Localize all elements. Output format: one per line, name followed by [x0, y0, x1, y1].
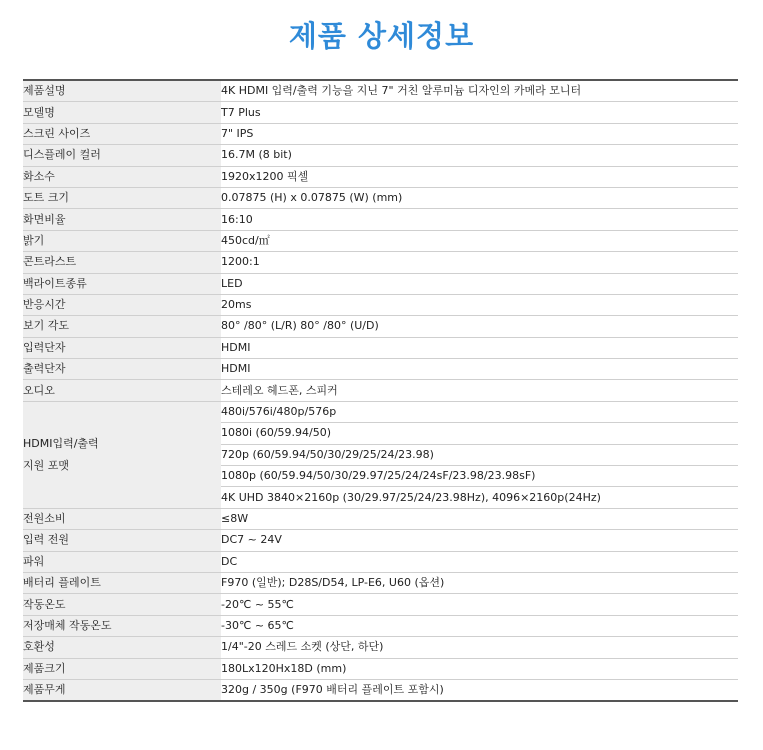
spec-label: 콘트라스트 — [23, 252, 221, 273]
spec-label: 화면비율 — [23, 209, 221, 230]
spec-value: 0.07875 (H) x 0.07875 (W) (mm) — [221, 187, 738, 208]
spec-value: -30℃ ~ 65℃ — [221, 615, 738, 636]
spec-value: 20ms — [221, 294, 738, 315]
spec-value: 4K HDMI 입력/출력 기능을 지닌 7" 거친 알루미늄 디자인의 카메라 모니터 — [221, 80, 738, 102]
hdmi-format-row — [23, 401, 738, 422]
spec-row — [23, 166, 738, 187]
spec-value: 320g / 350g (F970 배터리 플레이트 포함시) — [221, 679, 738, 701]
spec-row — [23, 594, 738, 615]
spec-label: 입력 전원 — [23, 530, 221, 551]
hdmi-format-value: 4K UHD 3840×2160p (30/29.97/25/24/23.98Hz), 4096×2160p(24Hz) — [221, 487, 738, 508]
spec-value: 1920x1200 픽셀 — [221, 166, 738, 187]
spec-row — [23, 123, 738, 144]
spec-label: 제품설명 — [23, 80, 221, 102]
spec-value: HDMI — [221, 359, 738, 380]
spec-row — [23, 637, 738, 658]
spec-row — [23, 615, 738, 636]
spec-label: 도트 크기 — [23, 187, 221, 208]
spec-label: 출력단자 — [23, 359, 221, 380]
spec-label: 호환성 — [23, 637, 221, 658]
spec-value: 180Lx120Hx18D (mm) — [221, 658, 738, 679]
spec-row — [23, 316, 738, 337]
spec-value: 1200:1 — [221, 252, 738, 273]
spec-label: 모델명 — [23, 102, 221, 123]
spec-row — [23, 187, 738, 208]
spec-row — [23, 337, 738, 358]
spec-value: F970 (일반); D28S/D54, LP-E6, U60 (옵션) — [221, 572, 738, 593]
spec-row — [23, 230, 738, 251]
spec-label: 제품무게 — [23, 679, 221, 701]
spec-row — [23, 294, 738, 315]
spec-value: 1/4"-20 스레드 소켓 (상단, 하단) — [221, 637, 738, 658]
spec-label: 오디오 — [23, 380, 221, 401]
spec-row — [23, 658, 738, 679]
hdmi-format-label — [23, 401, 221, 508]
spec-row — [23, 102, 738, 123]
spec-label: 작동온도 — [23, 594, 221, 615]
spec-row — [23, 572, 738, 593]
spec-label: 배터리 플레이트 — [23, 572, 221, 593]
spec-label: 화소수 — [23, 166, 221, 187]
spec-label: 파워 — [23, 551, 221, 572]
hdmi-format-value: 480i/576i/480p/576p — [221, 401, 738, 422]
spec-value: ≤8W — [221, 508, 738, 529]
spec-label: 전원소비 — [23, 508, 221, 529]
spec-value: 스테레오 헤드폰, 스피커 — [221, 380, 738, 401]
spec-row — [23, 359, 738, 380]
spec-row — [23, 380, 738, 401]
spec-label: 입력단자 — [23, 337, 221, 358]
spec-row — [23, 508, 738, 529]
spec-row — [23, 679, 738, 701]
spec-value: LED — [221, 273, 738, 294]
page-title: 제품 상세정보 — [288, 19, 475, 53]
spec-value: 16:10 — [221, 209, 738, 230]
spec-label: 보기 각도 — [23, 316, 221, 337]
spec-value: HDMI — [221, 337, 738, 358]
hdmi-format-label-line1: HDMI입력/출력 — [23, 436, 99, 450]
spec-value: 16.7M (8 bit) — [221, 145, 738, 166]
spec-value: 80° /80° (L/R) 80° /80° (U/D) — [221, 316, 738, 337]
spec-row — [23, 273, 738, 294]
spec-row — [23, 80, 738, 102]
hdmi-format-value: 1080p (60/59.94/50/30/29.97/25/24/24sF/23.98/23.98sF) — [221, 466, 738, 487]
spec-table — [23, 79, 738, 702]
spec-label: 제품크기 — [23, 658, 221, 679]
spec-value: 7" IPS — [221, 123, 738, 144]
spec-label: 디스플레이 컬러 — [23, 145, 221, 166]
spec-value: DC7 ~ 24V — [221, 530, 738, 551]
spec-value: T7 Plus — [221, 102, 738, 123]
spec-label: 백라이트종류 — [23, 273, 221, 294]
spec-value: 450cd/㎡ — [221, 230, 738, 251]
spec-row — [23, 530, 738, 551]
hdmi-format-value: 720p (60/59.94/50/30/29/25/24/23.98) — [221, 444, 738, 465]
spec-row — [23, 145, 738, 166]
hdmi-format-value: 1080i (60/59.94/50) — [221, 423, 738, 444]
hdmi-format-label-line2: 지원 포맷 — [23, 458, 70, 472]
spec-row — [23, 209, 738, 230]
spec-row — [23, 551, 738, 572]
spec-label: 밝기 — [23, 230, 221, 251]
spec-row — [23, 252, 738, 273]
spec-value: DC — [221, 551, 738, 572]
spec-value: -20℃ ~ 55℃ — [221, 594, 738, 615]
spec-label: 저장매체 작동온도 — [23, 615, 221, 636]
spec-table-body — [23, 80, 738, 701]
spec-label: 스크린 사이즈 — [23, 123, 221, 144]
spec-label: 반응시간 — [23, 294, 221, 315]
